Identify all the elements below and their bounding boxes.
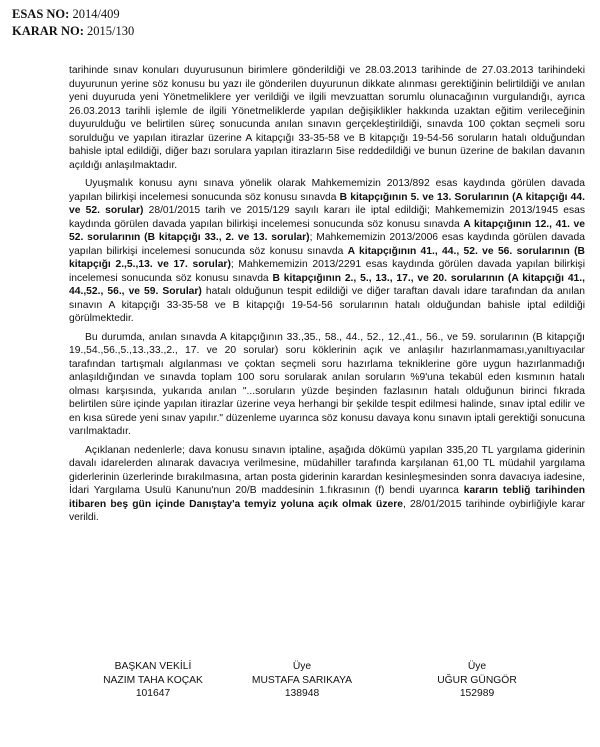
paragraph-2-text-2: 28/01/2015 tarih ve 2015/129 sayılı kararı ile iptal edildiği; Mahkememizin 2013/1945 esas kaydında görülen davada yapılan bilirkişi incelemesi sonucunda söz konusu sınavda <box>69 205 586 230</box>
signature-role: Üye <box>292 661 312 672</box>
paragraph-4-text-1: Açıklanan nedenlerle; dava konusu sınavın iptaline, aşağıda dökümü yapılan 335,20 TL yargılama giderinin davalı idarelerden alınarak davacıya verilmesine, müdahiller tarafında karşılanan 61,00 TL müdahil yargılama giderlerinin üzerlerinde bırakılmasına, artan posta giderinin karardan kesinleşmesinden sonra davacıya iadesine, İdari Yargılama Usulü Kanunu'nun 20/B maddesinin 1.fıkrasının (f) bendi uyarınca <box>69 444 585 496</box>
paragraph-4 <box>69 444 585 525</box>
paragraph-4-bold-1: kararın tebliğ tarihinden itibaren beş gün içinde Danıştay'a temyiz yoluna açık olmak üzere <box>69 485 585 510</box>
esas-no-label: ESAS NO: <box>12 7 70 21</box>
paragraph-2-text-4: ; Mahkememizin 2013/2291 esas kaydında görülen davada yapılan bilirkişi incelemesi sonucunda söz konusu sınavda <box>69 259 585 284</box>
paragraph-2-bold-2: A kitapçığının 12., 41. ve 52. sorularının (B kitapçığı 33., 2. ve 13. sorular) <box>69 218 585 243</box>
karar-no-row <box>12 23 134 40</box>
signature-number: 138948 <box>284 688 320 699</box>
signature-number: 152989 <box>459 688 495 699</box>
paragraph-3: Bu durumda, anılan sınavda A kitapçığının 33.,35., 58., 44., 52., 12.,41., 56., ve 59. sorularının (B kitapçığı 19.,54.,56.,5.,13.,33.,2., 17. ve 20 sorular) soru köklerinin açık ve anlaşılır hazırlanmaması,yanıltıyacılar tarafından tartışmalı algılanması ve çoktan seçmeli soru hazırlama tekniklerine göre uygun hazırlanmadığı anlaşıldığından ve sınavda toplam 100 soru sorularak anılan soruların %9'una tekabül eden kısmının hatalı olması karşısında, yukarıda anılan "...soruların yüzde beşinden fazlasının hatalı olduğunun birinci fıkrada belirtilen süre içinde yapılan itirazlar üzerine veya herhangi bir şekilde tespit edilmesi halinde, sınav iptal edilir ve en kısa sürede yeni sınav yapılır." düzenleme uyarınca söz konusu davaya konu sınavın iptali gerektiği sonucuna varılmaktadır. <box>69 331 585 437</box>
signature-block <box>0 650 600 740</box>
signature-chair <box>78 660 228 701</box>
paragraph-2-bold-4: B kitapçığının 2., 5., 13., 17., ve 20. sorularının (A kitapçığı 41., 44.,52., 56., ve 59. Sorular) <box>69 272 585 297</box>
signature-name: UĞUR GÜNGÖR <box>437 674 517 686</box>
signature-role: Üye <box>467 661 487 672</box>
signature-name: MUSTAFA SARIKAYA <box>251 674 353 686</box>
paragraph-2-bold-3: A kitapçığının 41., 44., 52. ve 56. sorularının (B kitapçığı 2.,5.,13. ve 17. sorular) <box>69 245 585 270</box>
decision-body <box>69 64 585 530</box>
paragraph-2-text-1: Uyuşmalık konusu aynı sınava yönelik olarak Mahkememizin 2013/892 esas kaydında görülen davada yapılan bilirkişi incelemesi sonucunda söz konusu sınavda <box>69 178 585 203</box>
paragraph-2-text-5: hatalı olduğunun tespit edildiği ve diğer taraftan davalı idare tarafından da anılan sınavın A kitapçığı 33-35-58 ve B kitapçığı 19-54-56 sorularının hatalı olduğundan bahisle iptal edildiği görülmektedir. <box>69 286 585 324</box>
esas-no-value: 2014/409 <box>72 7 120 21</box>
paragraph-4-text-2: , 28/01/2015 tarihinde oybirliğiyle karar verildi. <box>69 498 585 523</box>
karar-no-value: 2015/130 <box>87 24 135 38</box>
case-header <box>12 6 134 40</box>
signature-number: 101647 <box>135 688 171 699</box>
paragraph-2 <box>69 177 585 326</box>
signature-role: BAŞKAN VEKİLİ <box>114 661 192 672</box>
paragraph-2-bold-1: B kitapçığının 5. ve 13. Sorularının (A kitapçığı 44. ve 52. sorular) <box>69 191 585 216</box>
karar-no-label: KARAR NO: <box>12 24 84 38</box>
signature-member-2 <box>402 660 552 701</box>
paragraph-2-text-3: ; Mahkememizin 2013/2006 esas kaydında görülen davada yapılan bilirkişi incelemesi sonucunda söz konusu sınavda <box>69 232 585 257</box>
signature-name: NAZIM TAHA KOÇAK <box>103 674 203 686</box>
paragraph-1: tarihinde sınav konuları duyurusunun birimlere gönderildiği ve 28.03.2013 tarihinde de 27.03.2013 tarihindeki duyurunun yerine söz konusu bu yazı ile gönderilen duyurunun dikkate alınması gerektiğinin belirtildiği ve anılan yeni duyuruda yeni Yönetmeliklere yer verildiği ve ilgili mevzuattan sorumlu olunacağının vurgulandığı, ayrıca 26.03.2013 tarihli işlemle de ilgili Yönetmeliklerde yapılan değişiklikler hakkında uzaktan eğitim verileceğinin duyurulduğu ve belirtilen süreç sonucunda anılan sınavın gerçekleştirildiği, sınavda 100 çoktan seçmeli soru sorulduğu ve yapılan itirazlar üzerine A kitapçığı 33-35-58 ve B kitapçığı 19-54-56 soruların hatalı olduğundan bahisle iptal edildiği, diğer bazı sorulara yapılan itirazların 5ise reddedildiği ve bunun üzerine de bakılan davanın açıldığı anlaşılmaktadır. <box>69 65 585 171</box>
esas-no-row <box>12 6 134 23</box>
signature-member-1 <box>227 660 377 701</box>
